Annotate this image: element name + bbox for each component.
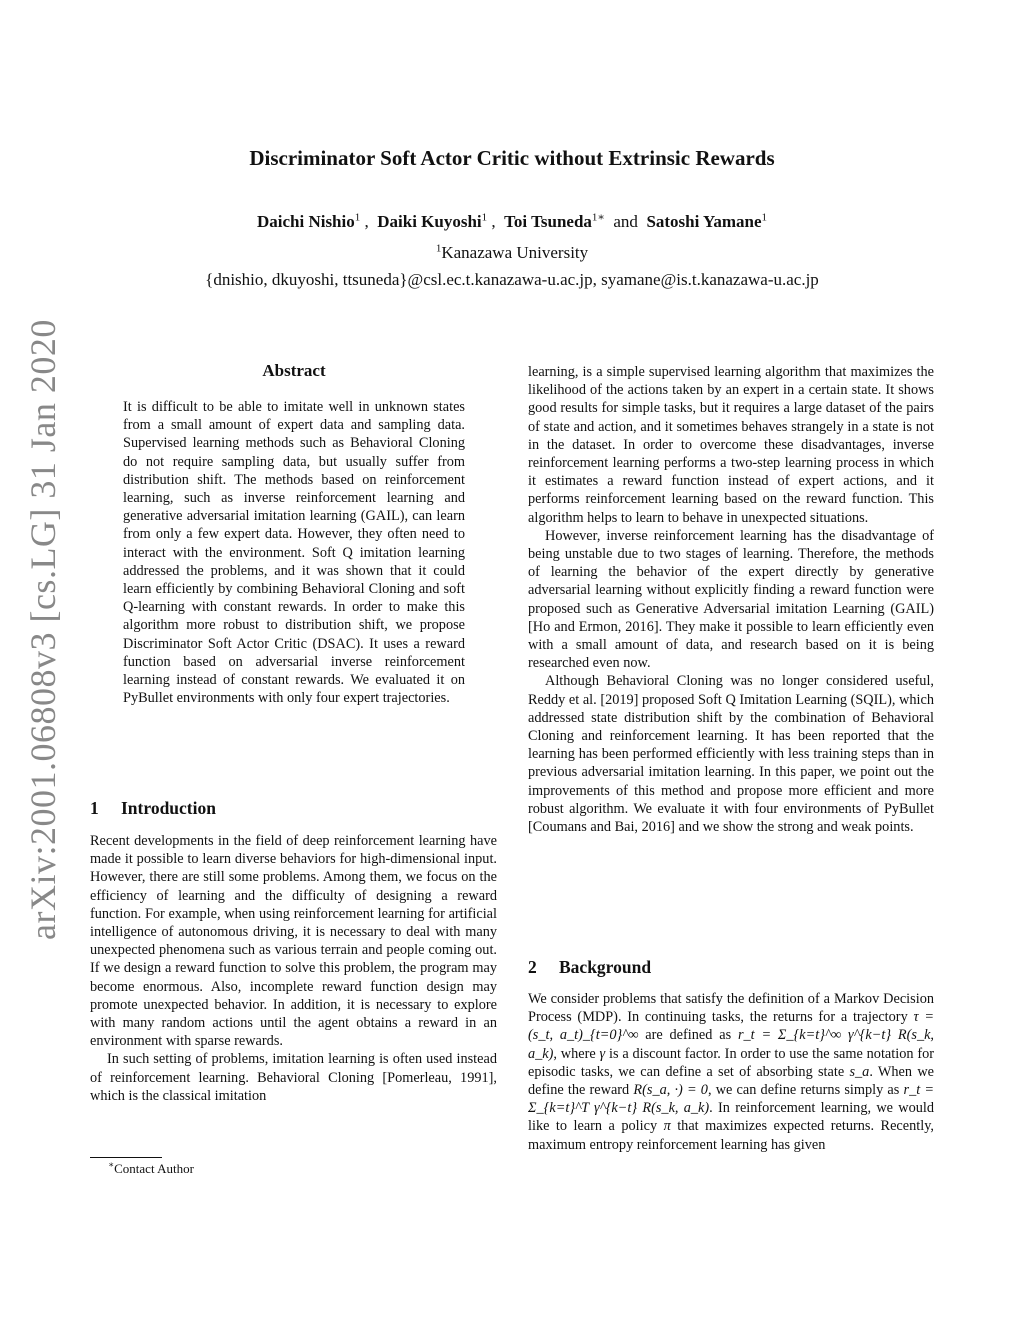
author-affil-mark: 1∗ — [591, 211, 605, 224]
text-run: are defined as — [638, 1027, 738, 1044]
background-body — [528, 990, 934, 1154]
math-inline: r_t = Σ_{k=t}^∞ γ^{k−t} R(s_k, a_k) — [528, 1027, 935, 1062]
footnote-text: Contact Author — [114, 1161, 194, 1176]
author-affil-mark: 1 — [354, 211, 361, 224]
abstract-body — [123, 398, 465, 707]
abstract-text: It is difficult to be able to imitate well in unknown states from a small amount of expert data and sampling data. Supervised learning methods such as Behavioral Cloning do not require sampling data, but usually suffer from distribution shift. The methods based on reinforcement learning, such as inverse reinforcement learning and generative adversarial imitation learning (GAIL), can learn from only a few expert data. However, they often need to interact with the environment. Soft Q imitation learning addressed the problems, and it was shown that it could learn efficiently by combining Behavioral Cloning and soft Q-learning with constant rewards. In order to make this algorithm more robust to distribution shift, we propose Discriminator Soft Actor Critic (DSAC). It uses a reward function based on adversarial inverse reinforcement learning instead of constant rewards. We evaluated it on PyBullet environments with only four expert trajectories. — [123, 399, 465, 707]
author-name: Toi Tsuneda — [504, 212, 592, 231]
introduction-body — [90, 832, 497, 1105]
math-inline: s_a — [849, 1063, 870, 1080]
author-affil-mark: 1 — [761, 211, 768, 224]
section-heading-introduction — [90, 798, 216, 819]
text-run: that maximizes expected returns. Recently, maximum entropy reinforcement learning has given — [528, 1118, 934, 1153]
section-number: 2 — [528, 957, 537, 977]
paragraph — [528, 990, 934, 1154]
paragraph: However, inverse reinforcement learning has the disadvantage of being unstable due to two stages of learning. Therefore, the methods of learning the behavior of the expert directly by generative adversarial learning without explicitly finding a reward function were proposed such as Generative Adversarial imitation Learning (GAIL) [Ho and Ermon, 2016]. They make it possible to learn efficiently even with a small amount of data, and research based on it is being researched even now. — [528, 527, 934, 672]
section-title: Introduction — [121, 798, 216, 818]
footnote-rule — [90, 1157, 162, 1158]
paper-title: Discriminator Soft Actor Critic without Extrinsic Rewards — [249, 146, 775, 170]
text-run: , where — [553, 1045, 600, 1062]
section-title: Background — [559, 957, 652, 977]
author-name: Daiki Kuyoshi — [377, 212, 482, 231]
section-number: 1 — [90, 798, 99, 818]
text-run: . In reinforcement learning, we would like to learn a policy — [528, 1100, 934, 1135]
right-column-body — [528, 363, 934, 836]
text-run: , we can define returns simply as — [707, 1082, 904, 1099]
math-inline: γ — [599, 1045, 606, 1062]
math-inline: r_t = Σ_{k=t}^T γ^{k−t} R(s_k, a_k) — [528, 1082, 934, 1117]
section-heading-background — [528, 957, 651, 978]
paragraph: learning, is a simple supervised learning algorithm that maximizes the likelihood of the actions taken by an expert in a certain state. It shows good results for simple tasks, but it requires a large dataset of the pairs of state and action, and it sometimes behaves strangely in a state is not in the dataset. In order to overcome these disadvantages, inverse reinforcement learning performs a two-step learning process in which it estimates a reward function instead of expert actions, and it performs reinforcement learning based on the reward function. This algorithm helps to learn to behave in unexpected situations. — [528, 364, 934, 526]
author-list: Daichi Nishio$^1$ , Daiki Kuyoshi$^1$ , Toi Tsuneda$^{1∗}$ and Satoshi Yamane$^1$ — [256, 211, 768, 231]
abstract-heading: Abstract — [262, 361, 326, 380]
paragraph: In such setting of problems, imitation learning is often used instead of reinforcement learning. Behavioral Cloning [Pomerleau, 1991], which is the classical imitation — [90, 1051, 497, 1104]
author-name: Daichi Nishio — [256, 212, 355, 231]
footnote — [108, 1161, 194, 1177]
math-inline: π — [663, 1118, 671, 1135]
footnote-mark: ∗ — [108, 1159, 115, 1170]
paragraph: Recent developments in the field of deep reinforcement learning have made it possible to learn diverse behaviors for high-dimensional input. However, there are still some problems. Among them, we focus on the efficiency of learning and the difficulty of designing a reward function. For example, when using reinforcement learning for artificial intelligence of autonomous driving, it is necessary to deal with many unexpected phenomena such as various terrain and people coming out. If we design a reward function to solve this problem, the program may become enormous. Also, incomplete reward function design may promote unexpected behavior. In addition, it is necessary to explore with many random actions until the agent obtains a reward in an environment with sparse rewards. — [90, 833, 497, 1050]
arxiv-stamp: arXiv:2001.06808v3 [cs.LG] 31 Jan 2020 — [23, 319, 63, 940]
math-inline: τ = (s_t, a_t)_{t=0}^∞ — [528, 1009, 934, 1044]
author-emails: {dnishio, dkuyoshi, ttsuneda}@csl.ec.t.kanazawa-u.ac.jp, syamane@is.t.kanazawa-u.ac.jp — [205, 270, 819, 289]
text-run: We consider problems that satisfy the definition of a Markov Decision Process (MDP). In continuing tasks, the returns for a trajectory — [528, 991, 934, 1026]
text-run: . When we define the reward — [528, 1063, 934, 1099]
text-run: is a discount factor. In order to use the same notation for episodic tasks, we can define a set of absorbing state — [528, 1045, 934, 1080]
math-inline: R(s_a, ·) = 0 — [633, 1082, 708, 1099]
and-word: and — [613, 212, 638, 231]
affiliation-name: Kanazawa University — [441, 243, 589, 262]
affiliation — [0, 243, 1024, 263]
affiliation-mark: 1 — [435, 242, 442, 255]
paragraph: Although Behavioral Cloning was no longer considered useful, Reddy et al. [2019] proposed Soft Q Imitation Learning (SQIL), which addressed state distribution shift by the combination of Behavioral Cloning and reinforcement learning. It has been reported that the learning has been performed efficiently with less training steps than in previous adversarial imitation learning. In this paper, we point out the improvements of this method and propose more efficient and more robust algorithm. We evaluate it with four environments of PyBullet [Coumans and Bai, 2016] and we show the strong and weak points. — [528, 673, 934, 836]
author-name: Satoshi Yamane — [646, 212, 762, 231]
author-affil-mark: 1 — [481, 211, 488, 224]
